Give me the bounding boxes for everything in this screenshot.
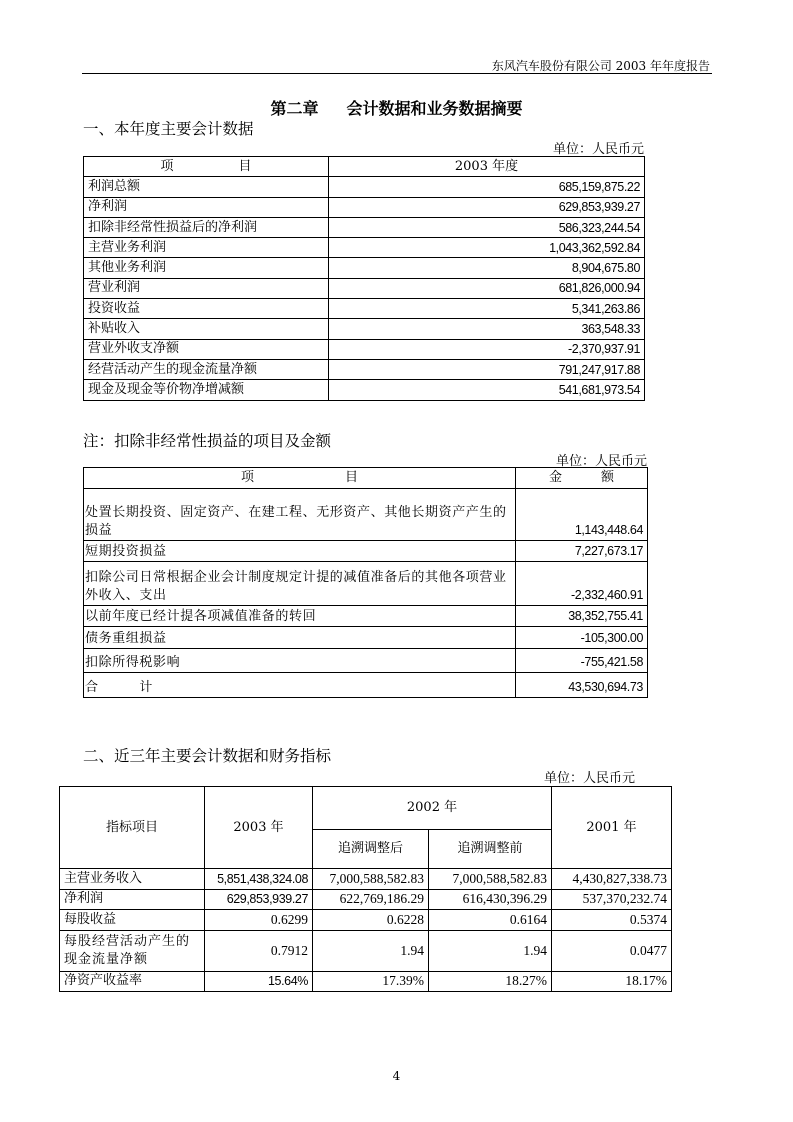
row-label: 处置长期投资、固定资产、在建工程、无形资产、其他长期资产产生的损益 — [84, 489, 516, 541]
row-label: 补贴收入 — [84, 319, 329, 339]
table-row — [84, 489, 648, 541]
row-label: 经营活动产生的现金流量净额 — [84, 359, 329, 379]
value-2002-after: 17.39% — [313, 971, 429, 992]
row-value: 43,530,694.73 — [516, 673, 648, 698]
table-row — [84, 258, 645, 278]
table-row — [84, 278, 645, 298]
col-header-item: 指标项目 — [60, 787, 205, 869]
header-divider — [82, 73, 712, 74]
row-value: 586,323,244.54 — [329, 217, 645, 237]
row-label: 扣除公司日常根据企业会计制度规定计提的减值准备后的其他各项营业外收入、支出 — [84, 562, 516, 606]
value-2001: 4,430,827,338.73 — [552, 869, 672, 890]
value-2003: 15.64% — [205, 971, 313, 992]
row-label: 合 计 — [84, 673, 516, 698]
row-label: 扣除所得税影响 — [84, 649, 516, 673]
table-row — [84, 359, 645, 379]
value-2001: 0.0477 — [552, 930, 672, 971]
table-row — [60, 869, 672, 890]
row-label: 以前年度已经计提各项减值准备的转回 — [84, 606, 516, 627]
value-2001: 537,370,232.74 — [552, 889, 672, 910]
row-value: 5,341,263.86 — [329, 299, 645, 319]
row-value: 1,043,362,592.84 — [329, 238, 645, 258]
note-heading: 注：扣除非经常性损益的项目及金额 — [83, 432, 332, 450]
three-year-data-table — [59, 786, 672, 992]
value-2001: 18.17% — [552, 971, 672, 992]
row-value: 629,853,939.27 — [329, 197, 645, 217]
table-header-row — [60, 787, 672, 830]
value-2003: 5,851,438,324.08 — [205, 869, 313, 890]
col-header-amount: 金 额 — [516, 468, 648, 489]
table-row — [60, 930, 672, 971]
row-value: 38,352,755.41 — [516, 606, 648, 627]
row-value: 8,904,675.80 — [329, 258, 645, 278]
value-2003: 0.6299 — [205, 910, 313, 931]
section1-heading: 一、本年度主要会计数据 — [83, 120, 254, 138]
row-value: -2,370,937.91 — [329, 339, 645, 359]
page-number: 4 — [392, 1069, 401, 1083]
table-row — [84, 562, 648, 606]
main-accounting-data-table — [83, 156, 645, 401]
value-2002-before: 7,000,588,582.83 — [429, 869, 552, 890]
chapter-title — [0, 96, 793, 119]
row-value: 7,227,673.17 — [516, 541, 648, 562]
col-header-item: 项 目 — [84, 157, 329, 177]
table-row — [84, 177, 645, 197]
row-value: 685,159,875.22 — [329, 177, 645, 197]
table-row — [60, 889, 672, 910]
section2-unit: 单位：人民币元 — [543, 771, 635, 786]
table-header-row — [84, 468, 648, 489]
row-label: 主营业务利润 — [84, 238, 329, 258]
col-header-2001: 2001 年 — [552, 787, 672, 869]
table-row — [84, 606, 648, 627]
value-2002-before: 0.6164 — [429, 910, 552, 931]
col-header-item: 项 目 — [84, 468, 516, 489]
row-label: 现金及现金等价物净增减额 — [84, 380, 329, 400]
note-unit: 单位：人民币元 — [555, 454, 647, 469]
row-label: 净利润 — [84, 197, 329, 217]
row-value: 681,826,000.94 — [329, 278, 645, 298]
table-row — [84, 197, 645, 217]
table-row — [84, 627, 648, 649]
row-label: 债务重组损益 — [84, 627, 516, 649]
chapter-name: 会计数据和业务数据摘要 — [346, 99, 523, 118]
row-value: 363,548.33 — [329, 319, 645, 339]
row-value: -2,332,460.91 — [516, 562, 648, 606]
col-header-2002-after: 追溯调整后 — [313, 830, 429, 869]
value-2002-after: 1.94 — [313, 930, 429, 971]
table-row — [60, 971, 672, 992]
table-row — [84, 299, 645, 319]
row-value: 541,681,973.54 — [329, 380, 645, 400]
table-row — [60, 910, 672, 931]
row-value: -755,421.58 — [516, 649, 648, 673]
non-recurring-items-table — [83, 467, 648, 698]
row-label: 营业利润 — [84, 278, 329, 298]
row-label: 净利润 — [60, 889, 205, 910]
row-label: 每股收益 — [60, 910, 205, 931]
row-label: 营业外收支净额 — [84, 339, 329, 359]
report-header: 东风汽车股份有限公司 2003 年年度报告 — [491, 59, 710, 73]
table-row — [84, 238, 645, 258]
row-label: 短期投资损益 — [84, 541, 516, 562]
row-value: 1,143,448.64 — [516, 489, 648, 541]
value-2002-before: 616,430,396.29 — [429, 889, 552, 910]
table-row — [84, 649, 648, 673]
value-2002-after: 0.6228 — [313, 910, 429, 931]
value-2002-before: 1.94 — [429, 930, 552, 971]
row-label: 投资收益 — [84, 299, 329, 319]
col-header-year: 2003 年度 — [329, 157, 645, 177]
row-label: 利润总额 — [84, 177, 329, 197]
chapter-number: 第二章 — [270, 99, 319, 118]
value-2001: 0.5374 — [552, 910, 672, 931]
value-2003: 0.7912 — [205, 930, 313, 971]
row-label: 扣除非经常性损益后的净利润 — [84, 217, 329, 237]
table-row — [84, 339, 645, 359]
value-2002-before: 18.27% — [429, 971, 552, 992]
value-2002-after: 7,000,588,582.83 — [313, 869, 429, 890]
table-row — [84, 673, 648, 698]
row-value: -105,300.00 — [516, 627, 648, 649]
value-2002-after: 622,769,186.29 — [313, 889, 429, 910]
table-header-row — [84, 157, 645, 177]
col-header-2002-before: 追溯调整前 — [429, 830, 552, 869]
col-header-2003: 2003 年 — [205, 787, 313, 869]
table-row — [84, 380, 645, 400]
section2-heading: 二、近三年主要会计数据和财务指标 — [83, 747, 332, 765]
row-value: 791,247,917.88 — [329, 359, 645, 379]
row-label: 每股经营活动产生的现金流量净额 — [60, 930, 205, 971]
table-row — [84, 217, 645, 237]
col-header-2002: 2002 年 — [313, 787, 552, 830]
row-label: 主营业务收入 — [60, 869, 205, 890]
table-row — [84, 319, 645, 339]
section1-unit: 单位：人民币元 — [552, 142, 644, 157]
row-label: 其他业务利润 — [84, 258, 329, 278]
value-2003: 629,853,939.27 — [205, 889, 313, 910]
row-label: 净资产收益率 — [60, 971, 205, 992]
table-row — [84, 541, 648, 562]
